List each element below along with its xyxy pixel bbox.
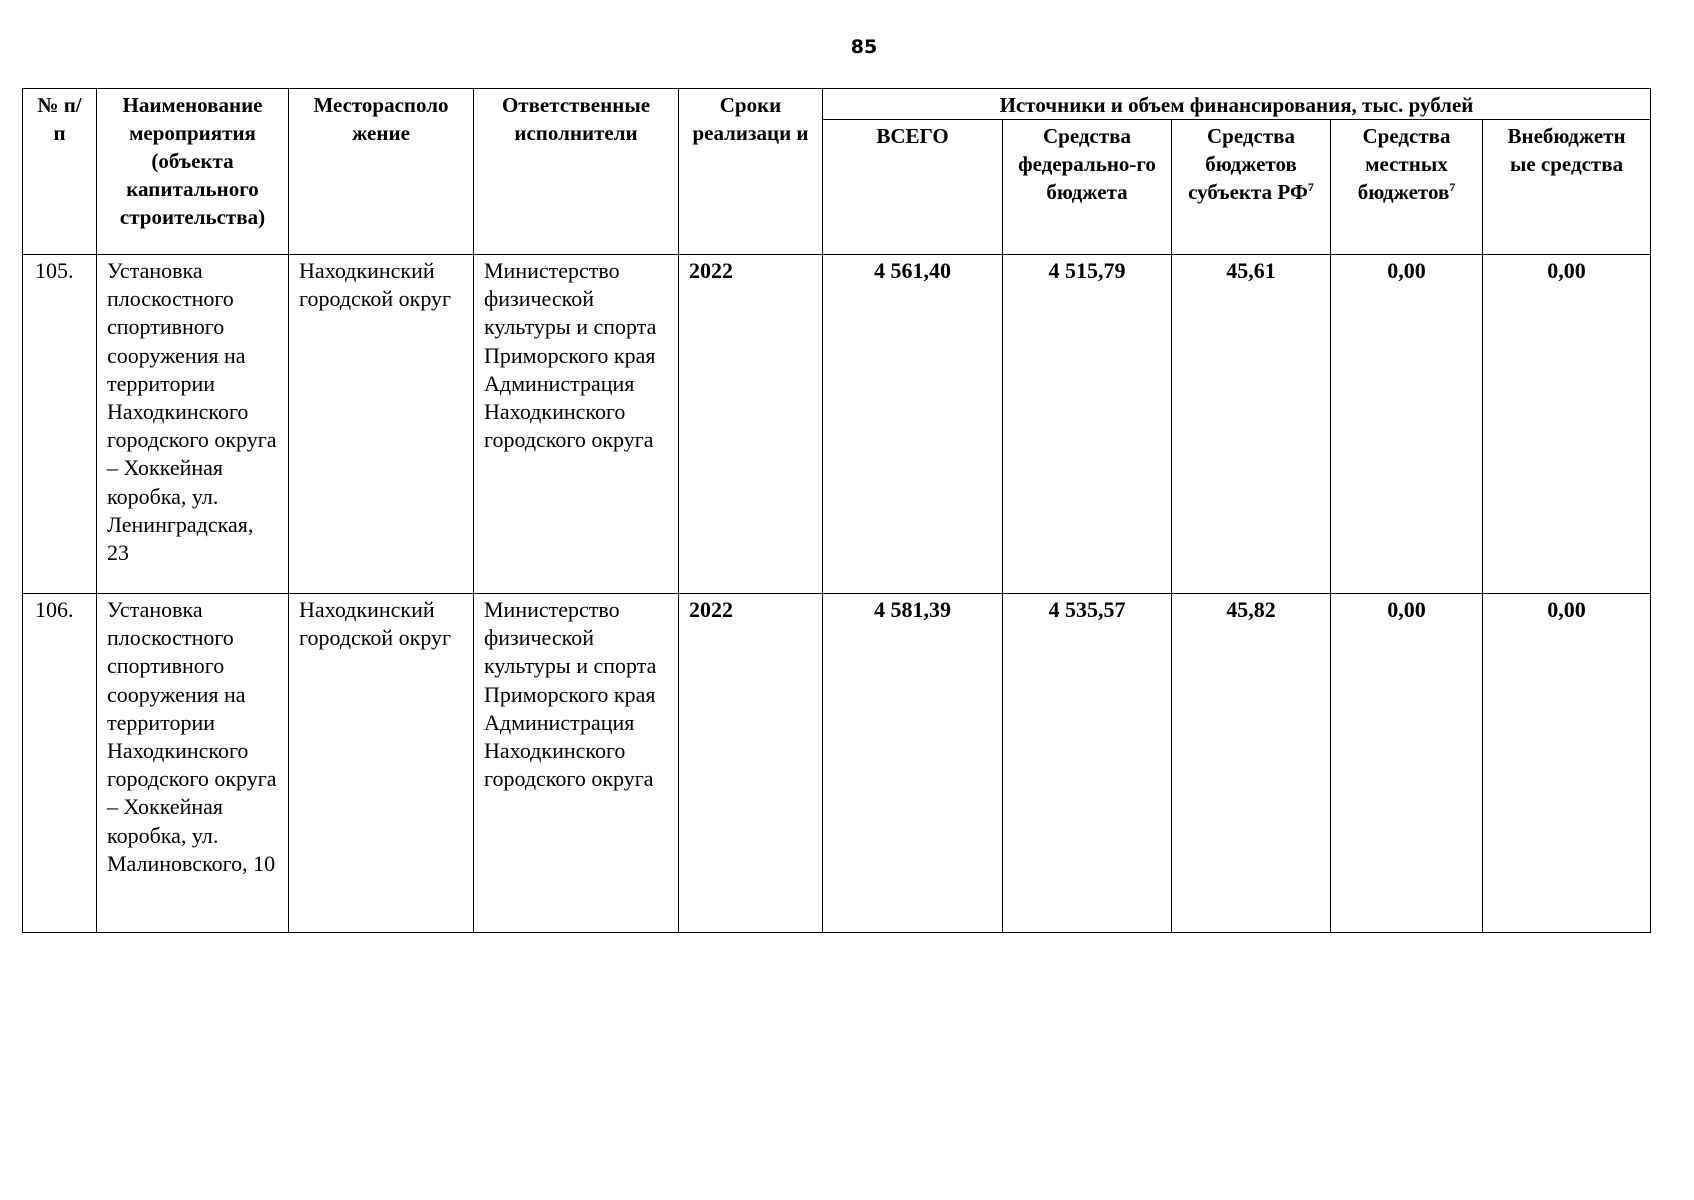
cell-index: 105. (23, 255, 97, 594)
header-federal: Средства федерально-го бюджета (1003, 120, 1172, 255)
funding-table (22, 88, 1651, 933)
cell-total: 4 581,39 (823, 594, 1003, 933)
header-name: Наименование мероприятия (объекта капитального строительства) (97, 89, 289, 255)
footnote-marker: 7 (1307, 180, 1314, 194)
cell-name: Установка плоскостного спортивного сооружения на территории Находкинского городского округа – Хоккейная коробка, ул. Малиновского, 10 (97, 594, 289, 933)
header-index: № п/п (23, 89, 97, 255)
cell-federal: 4 515,79 (1003, 255, 1172, 594)
page-number: 85 (850, 36, 878, 58)
table-row (23, 255, 1651, 594)
cell-federal: 4 535,57 (1003, 594, 1172, 933)
cell-period: 2022 (679, 594, 823, 933)
cell-period: 2022 (679, 255, 823, 594)
header-subject (1172, 120, 1331, 255)
header-total: ВСЕГО (823, 120, 1003, 255)
footnote-marker: 7 (1449, 180, 1456, 194)
cell-subject: 45,61 (1172, 255, 1331, 594)
header-responsible: Ответственные исполнители (474, 89, 679, 255)
cell-name: Установка плоскостного спортивного сооружения на территории Находкинского городского округа – Хоккейная коробка, ул. Ленинградская, 23 (97, 255, 289, 594)
cell-responsible: Министерство физической культуры и спорта Приморского края Администрация Находкинского городского округа (474, 594, 679, 933)
header-funding-group: Источники и объем финансирования, тыс. рублей (823, 89, 1651, 120)
cell-subject: 45,82 (1172, 594, 1331, 933)
cell-total: 4 561,40 (823, 255, 1003, 594)
header-offbudget: Внебюджетн ые средства (1483, 120, 1651, 255)
header-period: Сроки реализаци и (679, 89, 823, 255)
header-local-label: Средства местных бюджетов (1357, 124, 1451, 204)
cell-local: 0,00 (1331, 255, 1483, 594)
table-row (23, 594, 1651, 933)
cell-location: Находкинский городской округ (289, 594, 474, 933)
cell-local: 0,00 (1331, 594, 1483, 933)
cell-index: 106. (23, 594, 97, 933)
cell-location: Находкинский городской округ (289, 255, 474, 594)
cell-responsible: Министерство физической культуры и спорта Приморского края Администрация Находкинского городского округа (474, 255, 679, 594)
cell-offbudget: 0,00 (1483, 594, 1651, 933)
header-local (1331, 120, 1483, 255)
header-row-top (23, 89, 1651, 120)
header-subject-label: Средства бюджетов субъекта РФ (1188, 124, 1308, 204)
header-location: Месторасполо жение (289, 89, 474, 255)
cell-offbudget: 0,00 (1483, 255, 1651, 594)
